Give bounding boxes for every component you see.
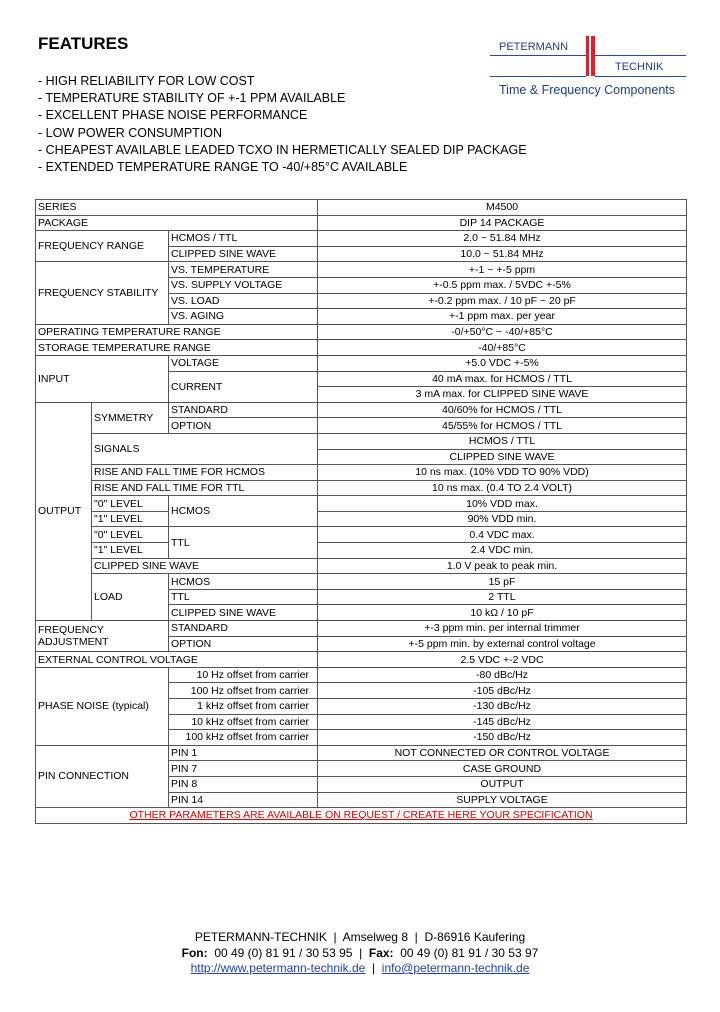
footer-address: PETERMANN-TECHNIK | Amselweg 8 | D-86916 Kaufering — [194, 930, 526, 944]
footer-links: http://www.petermann-technik.de | info@petermann-technik.de — [190, 961, 530, 975]
phase-noise-value: -80 dBc/Hz — [318, 667, 687, 683]
phase-noise-value: -130 dBc/Hz — [318, 699, 687, 715]
pin-sub: PIN 1 — [169, 745, 318, 761]
phase-noise-sub: 1 kHz offset from carrier — [169, 699, 318, 715]
input-current-value: 40 mA max. for HCMOS / TTL — [318, 371, 687, 387]
table-row — [36, 402, 687, 418]
freq-range-sub: HCMOS / TTL — [169, 231, 318, 247]
pin-value: NOT CONNECTED OR CONTROL VOLTAGE — [318, 745, 687, 761]
logo-word-technik: TECHNIK — [615, 61, 664, 73]
signals-label: SIGNALS — [92, 433, 318, 464]
symmetry-label: SYMMETRY — [92, 402, 169, 433]
level-hcmos-value: 10% VDD max. — [318, 496, 687, 512]
package-value: DIP 14 PACKAGE — [318, 215, 687, 231]
input-current-label: CURRENT — [169, 371, 318, 402]
load-value: 10 kΩ / 10 pF — [318, 605, 687, 621]
table-row — [36, 667, 687, 683]
pin-value: OUTPUT — [318, 776, 687, 792]
logo-red-bar — [586, 36, 595, 76]
pin-connection-label: PIN CONNECTION — [36, 745, 169, 807]
website-link[interactable]: http://www.petermann-technik.de — [190, 961, 366, 975]
ext-control-value: 2.5 VDC +-2 VDC — [318, 652, 687, 668]
ext-control-label: EXTERNAL CONTROL VOLTAGE — [36, 652, 318, 668]
footer-street: Amselweg 8 — [342, 930, 408, 944]
table-row — [36, 808, 687, 824]
freq-stability-sub: VS. TEMPERATURE — [169, 262, 318, 278]
feature-item: - LOW POWER CONSUMPTION — [38, 125, 223, 140]
freq-adjust-value: +-5 ppm min. by external control voltage — [318, 636, 687, 652]
table-row — [36, 465, 687, 481]
freq-adjust-label: FREQUENCY ADJUSTMENT — [36, 621, 169, 652]
table-row — [36, 574, 687, 590]
clipped-sine-label: CLIPPED SINE WAVE — [92, 558, 318, 574]
level-ttl-value: 2.4 VDC min. — [318, 543, 687, 559]
freq-adjust-sub: STANDARD — [169, 621, 318, 637]
table-row — [36, 527, 687, 543]
input-voltage-value: +5.0 VDC +-5% — [318, 355, 687, 371]
email-link[interactable]: info@petermann-technik.de — [381, 961, 530, 975]
phase-noise-value: -145 dBc/Hz — [318, 714, 687, 730]
load-sub: CLIPPED SINE WAVE — [169, 605, 318, 621]
feature-item: - EXTENDED TEMPERATURE RANGE TO -40/+85°C AVAILABLE — [38, 160, 408, 175]
rise-ttl-label: RISE AND FALL TIME FOR TTL — [92, 480, 318, 496]
load-value: 2 TTL — [318, 589, 687, 605]
rise-hcmos-label: RISE AND FALL TIME FOR HCMOS — [92, 465, 318, 481]
phase-noise-label: PHASE NOISE (typical) — [36, 667, 169, 745]
feature-item: - CHEAPEST AVAILABLE LEADED TCXO IN HERMETICALLY SEALED DIP PACKAGE — [38, 142, 527, 157]
load-sub: HCMOS — [169, 574, 318, 590]
pin-value: CASE GROUND — [318, 761, 687, 777]
logo-tagline: Time & Frequency Components — [499, 83, 676, 97]
freq-stability-label: FREQUENCY STABILITY — [36, 262, 169, 324]
pin-sub: PIN 8 — [169, 776, 318, 792]
table-row — [36, 480, 687, 496]
footer-city: D-86916 Kaufering — [424, 930, 526, 944]
op-temp-value: -0/+50°C ~ -40/+85°C — [318, 324, 687, 340]
phase-noise-value: -150 dBc/Hz — [318, 730, 687, 746]
table-row — [36, 621, 687, 637]
footer-fax-label: Fax: — [368, 945, 394, 960]
freq-stability-sub: VS. LOAD — [169, 293, 318, 309]
freq-range-sub: CLIPPED SINE WAVE — [169, 246, 318, 262]
table-row — [36, 652, 687, 668]
freq-stability-value: +-0.5 ppm max. / 5VDC +-5% — [318, 277, 687, 293]
level-1-label: "1" LEVEL — [92, 543, 169, 559]
table-row — [36, 324, 687, 340]
freq-stability-value: +-0.2 ppm max. / 10 pF ~ 20 pF — [318, 293, 687, 309]
spec-table — [35, 199, 687, 824]
pin-value: SUPPLY VOLTAGE — [318, 792, 687, 808]
features-list — [38, 73, 527, 176]
symmetry-value: 40/60% for HCMOS / TTL — [318, 402, 687, 418]
request-spec-link[interactable]: OTHER PARAMETERS ARE AVAILABLE ON REQUEST / CREATE HERE YOUR SPECIFICATION — [36, 808, 687, 824]
footer-fon: 00 49 (0) 81 91 / 30 53 95 — [214, 945, 353, 960]
output-label: OUTPUT — [36, 402, 92, 620]
input-current-value: 3 mA max. for CLIPPED SINE WAVE — [318, 387, 687, 403]
rise-hcmos-value: 10 ns max. (10% VDD TO 90% VDD) — [318, 465, 687, 481]
freq-range-label: FREQUENCY RANGE — [36, 231, 169, 262]
phase-noise-value: -105 dBc/Hz — [318, 683, 687, 699]
load-value: 15 pF — [318, 574, 687, 590]
phase-noise-sub: 10 kHz offset from carrier — [169, 714, 318, 730]
pin-sub: PIN 7 — [169, 761, 318, 777]
level-hcmos-value: 90% VDD min. — [318, 511, 687, 527]
table-row — [36, 215, 687, 231]
logo-word-petermann: PETERMANN — [499, 41, 569, 53]
table-row — [36, 558, 687, 574]
feature-item: - HIGH RELIABILITY FOR LOW COST — [38, 74, 255, 88]
input-voltage-label: VOLTAGE — [169, 355, 318, 371]
series-label: SERIES — [36, 200, 318, 216]
symmetry-sub: OPTION — [169, 418, 318, 434]
level-ttl-value: 0.4 VDC max. — [318, 527, 687, 543]
table-row — [36, 355, 687, 371]
freq-stability-value: +-1 ~ +-5 ppm — [318, 262, 687, 278]
series-value: M4500 — [318, 200, 687, 216]
freq-range-value: 2.0 ~ 51.84 MHz — [318, 231, 687, 247]
table-row — [36, 496, 687, 512]
phase-noise-sub: 100 Hz offset from carrier — [169, 683, 318, 699]
table-row — [36, 745, 687, 761]
level-hcmos-label: HCMOS — [169, 496, 318, 527]
signals-value: CLIPPED SINE WAVE — [318, 449, 687, 465]
table-row — [36, 433, 687, 449]
table-row — [36, 511, 687, 527]
footer-fax: 00 49 (0) 81 91 / 30 53 97 — [400, 945, 539, 960]
symmetry-value: 45/55% for HCMOS / TTL — [318, 418, 687, 434]
signals-value: HCMOS / TTL — [318, 433, 687, 449]
level-ttl-label: TTL — [169, 527, 318, 558]
freq-adjust-sub: OPTION — [169, 636, 318, 652]
phase-noise-sub: 10 Hz offset from carrier — [169, 667, 318, 683]
level-0-label: "0" LEVEL — [92, 527, 169, 543]
freq-adjust-value: +-3 ppm min. per internal trimmer — [318, 621, 687, 637]
table-row — [36, 262, 687, 278]
feature-item: - EXCELLENT PHASE NOISE PERFORMANCE — [38, 108, 308, 123]
table-row — [36, 340, 687, 356]
pin-sub: PIN 14 — [169, 792, 318, 808]
table-row — [36, 231, 687, 247]
storage-temp-value: -40/+85°C — [318, 340, 687, 356]
load-sub: TTL — [169, 589, 318, 605]
level-0-label: "0" LEVEL — [92, 496, 169, 512]
table-row — [36, 543, 687, 559]
op-temp-label: OPERATING TEMPERATURE RANGE — [36, 324, 318, 340]
footer-phone: Fon: 00 49 (0) 81 91 / 30 53 95 | Fax: 00 49 (0) 81 91 / 30 53 97 — [181, 945, 539, 960]
clipped-sine-value: 1.0 V peak to peak min. — [318, 558, 687, 574]
table-row — [36, 200, 687, 216]
footer-fon-label: Fon: — [181, 945, 208, 960]
footer-company: PETERMANN-TECHNIK — [194, 930, 327, 944]
freq-stability-value: +-1 ppm max. per year — [318, 309, 687, 325]
input-label: INPUT — [36, 355, 169, 402]
freq-range-value: 10.0 ~ 51.84 MHz — [318, 246, 687, 262]
page-title: FEATURES — [38, 34, 129, 53]
freq-stability-sub: VS. SUPPLY VOLTAGE — [169, 277, 318, 293]
phase-noise-sub: 100 kHz offset from carrier — [169, 730, 318, 746]
freq-stability-sub: VS. AGING — [169, 309, 318, 325]
load-label: LOAD — [92, 574, 169, 621]
package-label: PACKAGE — [36, 215, 318, 231]
symmetry-sub: STANDARD — [169, 402, 318, 418]
feature-item: - TEMPERATURE STABILITY OF +-1 PPM AVAILABLE — [38, 91, 346, 106]
rise-ttl-value: 10 ns max. (0.4 TO 2.4 VOLT) — [318, 480, 687, 496]
storage-temp-label: STORAGE TEMPERATURE RANGE — [36, 340, 318, 356]
level-1-label: "1" LEVEL — [92, 511, 169, 527]
